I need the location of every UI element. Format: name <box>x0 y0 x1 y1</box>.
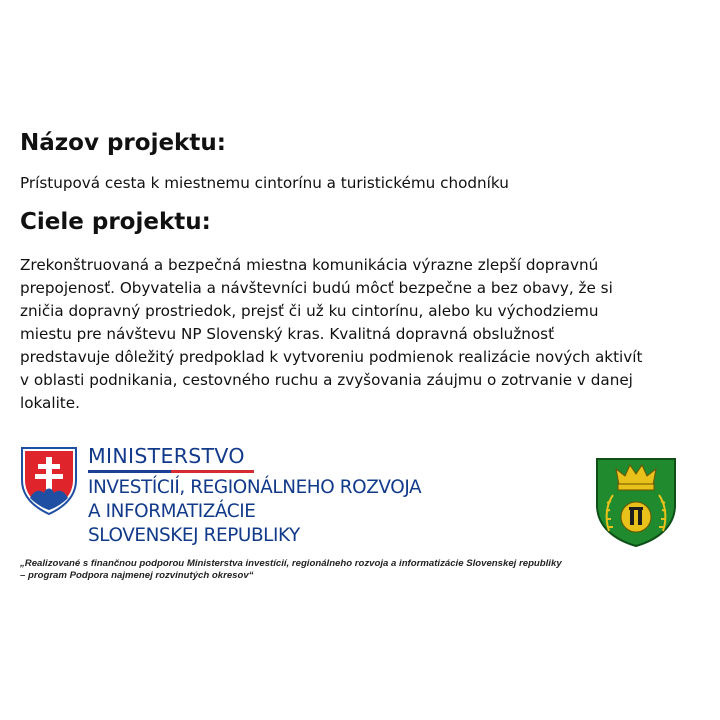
ministry-logo-line: INVESTÍCIÍ, REGIONÁLNEHO ROZVOJA <box>88 477 422 498</box>
goals-line: prepojenosť. Obyvatelia a návštevníci budú môcť bezpečne a bez obavy, že si <box>20 279 613 297</box>
project-goals-paragraph <box>20 254 710 415</box>
goals-line: predstavuje dôležitý predpoklad k vytvoreniu podmienok realizácie nových aktivít <box>20 348 643 366</box>
goals-line: lokalite. <box>20 394 80 412</box>
municipality-coat-of-arms-icon <box>595 457 677 548</box>
ministry-logo-line: MINISTERSTVO <box>88 444 245 468</box>
goals-line: v oblasti podnikania, cestovného ruchu a zvyšovania záujmu o zotrvanie v danej <box>20 371 633 389</box>
goals-line: miestu pre návštevu NP Slovenský kras. Kvalitná dopravná obslužnosť <box>20 325 555 343</box>
ministry-logo-line: A INFORMATIZÁCIE <box>88 501 256 522</box>
slovak-coat-of-arms-icon <box>20 446 78 516</box>
footnote-line: „Realizované s finančnou podporou Ministerstva investícií, regionálneho rozvoja a informatizácie Slovenskej republiky <box>20 558 562 569</box>
ministry-logo-line: SLOVENSKEJ REPUBLIKY <box>88 525 300 546</box>
goals-line: Zrekonštruovaná a bezpečná miestna komunikácia výrazne zlepší dopravnú <box>20 256 599 274</box>
footnote-line: – program Podpora najmenej rozvinutých okresov“ <box>20 570 254 581</box>
ministry-logo-divider <box>88 470 254 473</box>
ministry-logo <box>88 443 421 548</box>
funding-footnote <box>20 558 562 582</box>
project-name-text: Prístupová cesta k miestnemu cintorínu a turistickému chodníku <box>20 174 509 192</box>
project-name-heading: Názov projektu: <box>20 130 226 156</box>
goals-line: zničia dopravný prostriedok, prejsť či už ku cintorínu, alebo ku východziemu <box>20 302 599 320</box>
project-goals-heading: Ciele projektu: <box>20 209 211 235</box>
